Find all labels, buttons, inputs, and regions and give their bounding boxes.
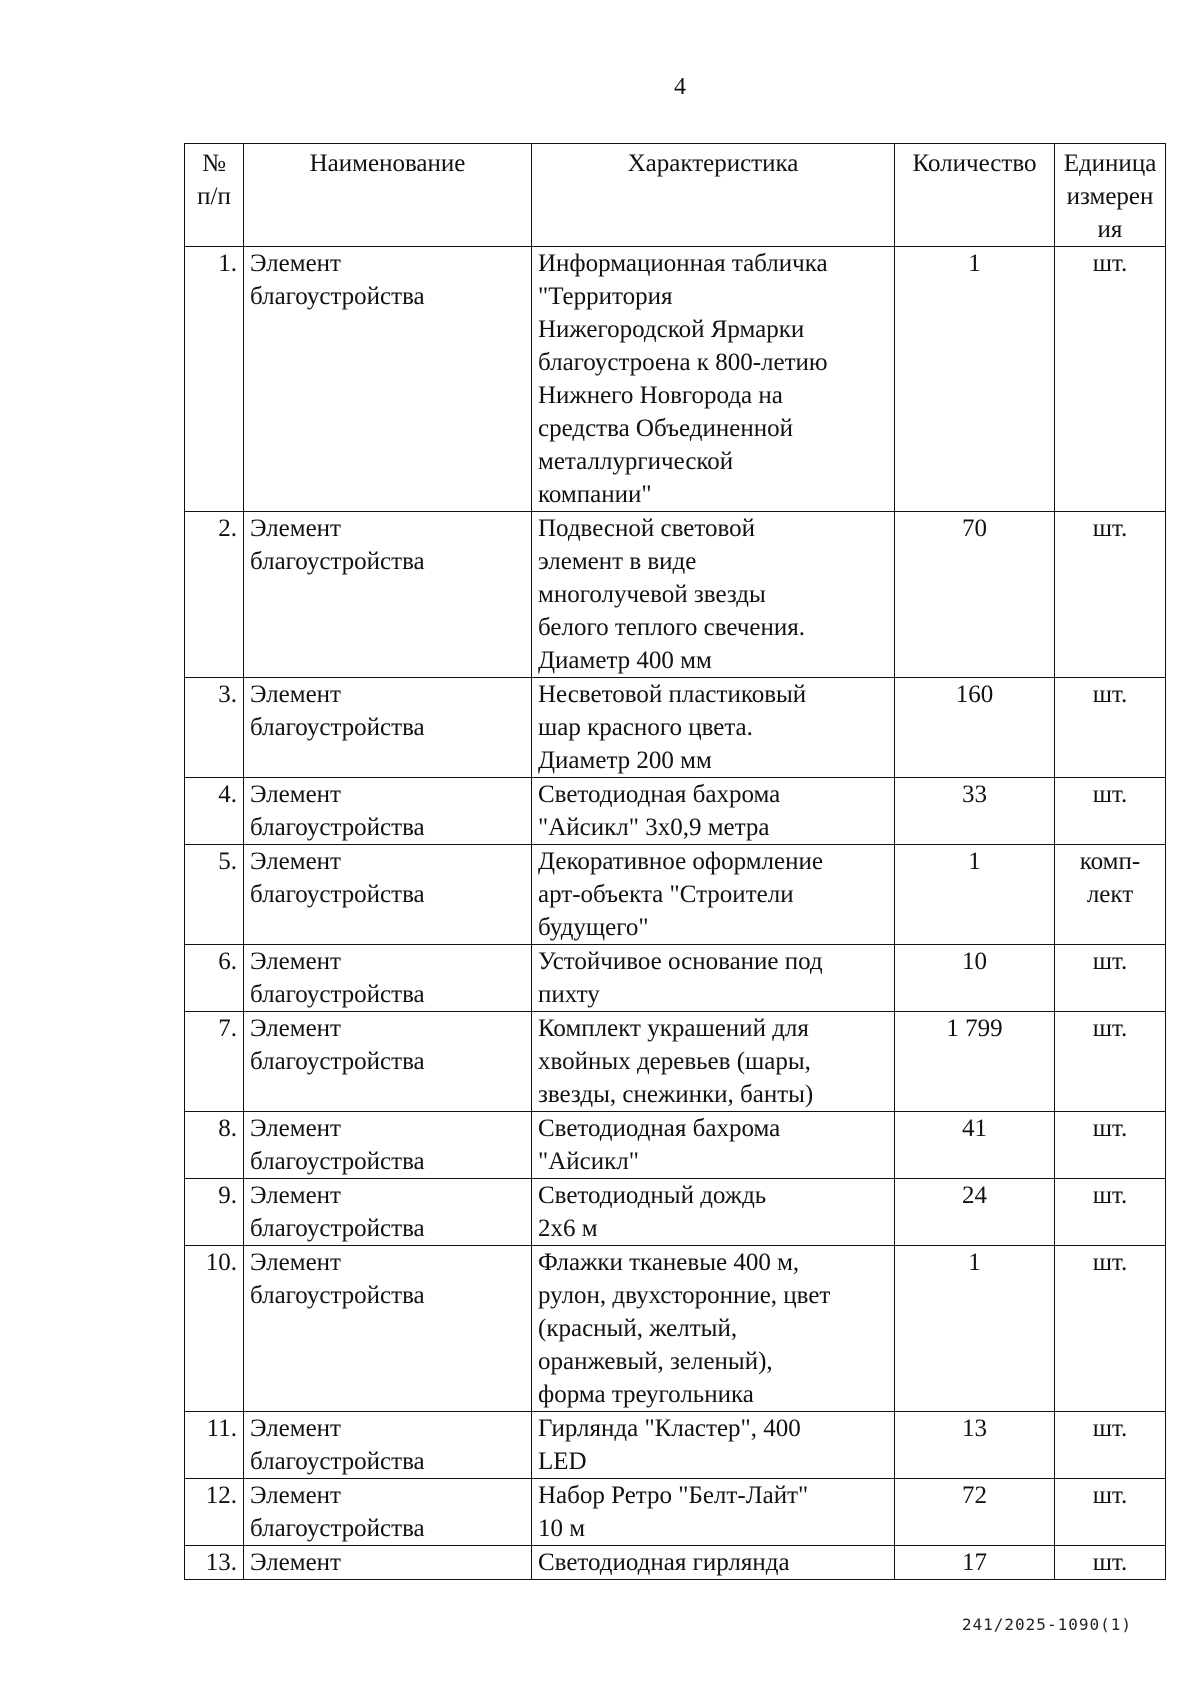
document-code: 241/2025-1090(1) xyxy=(961,1615,1132,1634)
row-characteristic-cell: Гирлянда "Кластер", 400 LED xyxy=(532,1412,895,1479)
row-name-cell: Элемент благоустройства xyxy=(244,945,532,1012)
row-number-cell: 11. xyxy=(185,1412,244,1479)
row-characteristic-cell: Набор Ретро "Белт-Лайт" 10 м xyxy=(532,1479,895,1546)
row-characteristic-cell: Информационная табличка "Территория Нижегородской Ярмарки благоустроена к 800-летию Нижнего Новгорода на средства Объединенной металлургической компании" xyxy=(532,247,895,512)
row-quantity-cell: 1 xyxy=(895,1246,1055,1412)
row-number-cell: 2. xyxy=(185,512,244,678)
row-quantity-cell: 72 xyxy=(895,1479,1055,1546)
row-quantity-cell: 1 xyxy=(895,845,1055,945)
row-number-cell: 5. xyxy=(185,845,244,945)
row-name-cell: Элемент благоустройства xyxy=(244,1246,532,1412)
table-body xyxy=(185,247,1166,1580)
row-name-cell: Элемент благоустройства xyxy=(244,512,532,678)
row-name-cell: Элемент благоустройства xyxy=(244,1012,532,1112)
row-quantity-cell: 160 xyxy=(895,678,1055,778)
row-number-cell: 3. xyxy=(185,678,244,778)
row-characteristic-cell: Светодиодная бахрома "Айсикл" 3х0,9 метра xyxy=(532,778,895,845)
header-name: Наименование xyxy=(244,144,532,247)
row-characteristic-cell: Комплект украшений для хвойных деревьев (шары, звезды, снежинки, банты) xyxy=(532,1012,895,1112)
row-unit-cell: шт. xyxy=(1055,1479,1166,1546)
row-characteristic-cell: Флажки тканевые 400 м, рулон, двухсторонние, цвет (красный, желтый, оранжевый, зеленый), форма треугольника xyxy=(532,1246,895,1412)
row-number-cell: 10. xyxy=(185,1246,244,1412)
row-unit-cell: шт. xyxy=(1055,778,1166,845)
row-name-cell: Элемент благоустройства xyxy=(244,678,532,778)
row-number-cell: 12. xyxy=(185,1479,244,1546)
row-unit-cell: шт. xyxy=(1055,1012,1166,1112)
row-characteristic-cell: Светодиодная бахрома "Айсикл" xyxy=(532,1112,895,1179)
row-name-cell: Элемент благоустройства xyxy=(244,1412,532,1479)
row-unit-cell: шт. xyxy=(1055,945,1166,1012)
row-quantity-cell: 17 xyxy=(895,1546,1055,1580)
row-name-cell: Элемент благоустройства xyxy=(244,1179,532,1246)
header-num: № п/п xyxy=(185,144,244,247)
row-number-cell: 6. xyxy=(185,945,244,1012)
row-number-cell: 13. xyxy=(185,1546,244,1580)
row-name-cell: Элемент благоустройства xyxy=(244,1479,532,1546)
row-number-cell: 4. xyxy=(185,778,244,845)
table-row xyxy=(185,1112,1166,1179)
row-number-cell: 9. xyxy=(185,1179,244,1246)
table-row xyxy=(185,1246,1166,1412)
row-number-cell: 7. xyxy=(185,1012,244,1112)
row-quantity-cell: 10 xyxy=(895,945,1055,1012)
table-row xyxy=(185,1546,1166,1580)
row-quantity-cell: 1 xyxy=(895,247,1055,512)
table-row xyxy=(185,678,1166,778)
row-unit-cell: шт. xyxy=(1055,1179,1166,1246)
row-characteristic-cell: Подвесной световой элемент в виде многолучевой звезды белого теплого свечения. Диаметр 400 мм xyxy=(532,512,895,678)
table-row xyxy=(185,1479,1166,1546)
header-quantity: Количество xyxy=(895,144,1055,247)
row-characteristic-cell: Светодиодная гирлянда xyxy=(532,1546,895,1580)
row-name-cell: Элемент благоустройства xyxy=(244,845,532,945)
row-unit-cell: шт. xyxy=(1055,678,1166,778)
header-unit: Единица измерен ия xyxy=(1055,144,1166,247)
row-unit-cell: шт. xyxy=(1055,1546,1166,1580)
specification-table xyxy=(184,143,1166,1580)
row-characteristic-cell: Светодиодный дождь 2х6 м xyxy=(532,1179,895,1246)
table-row xyxy=(185,512,1166,678)
row-quantity-cell: 70 xyxy=(895,512,1055,678)
row-number-cell: 1. xyxy=(185,247,244,512)
row-quantity-cell: 13 xyxy=(895,1412,1055,1479)
table-header xyxy=(185,144,1166,247)
row-characteristic-cell: Несветовой пластиковый шар красного цвета. Диаметр 200 мм xyxy=(532,678,895,778)
row-name-cell: Элемент xyxy=(244,1546,532,1580)
row-characteristic-cell: Устойчивое основание под пихту xyxy=(532,945,895,1012)
table-row xyxy=(185,1412,1166,1479)
row-unit-cell: шт. xyxy=(1055,1112,1166,1179)
row-unit-cell: шт. xyxy=(1055,1412,1166,1479)
row-unit-cell: шт. xyxy=(1055,247,1166,512)
row-quantity-cell: 41 xyxy=(895,1112,1055,1179)
page-number: 4 xyxy=(674,74,686,100)
table-row xyxy=(185,778,1166,845)
header-characteristic: Характеристика xyxy=(532,144,895,247)
table-row xyxy=(185,1012,1166,1112)
header-row xyxy=(185,144,1166,247)
row-quantity-cell: 24 xyxy=(895,1179,1055,1246)
table-row xyxy=(185,945,1166,1012)
row-name-cell: Элемент благоустройства xyxy=(244,1112,532,1179)
row-unit-cell: шт. xyxy=(1055,1246,1166,1412)
row-number-cell: 8. xyxy=(185,1112,244,1179)
table-row xyxy=(185,1179,1166,1246)
table-row xyxy=(185,247,1166,512)
table-row xyxy=(185,845,1166,945)
row-quantity-cell: 33 xyxy=(895,778,1055,845)
row-characteristic-cell: Декоративное оформление арт-объекта "Строители будущего" xyxy=(532,845,895,945)
row-quantity-cell: 1 799 xyxy=(895,1012,1055,1112)
row-unit-cell: комп- лект xyxy=(1055,845,1166,945)
row-unit-cell: шт. xyxy=(1055,512,1166,678)
row-name-cell: Элемент благоустройства xyxy=(244,247,532,512)
row-name-cell: Элемент благоустройства xyxy=(244,778,532,845)
